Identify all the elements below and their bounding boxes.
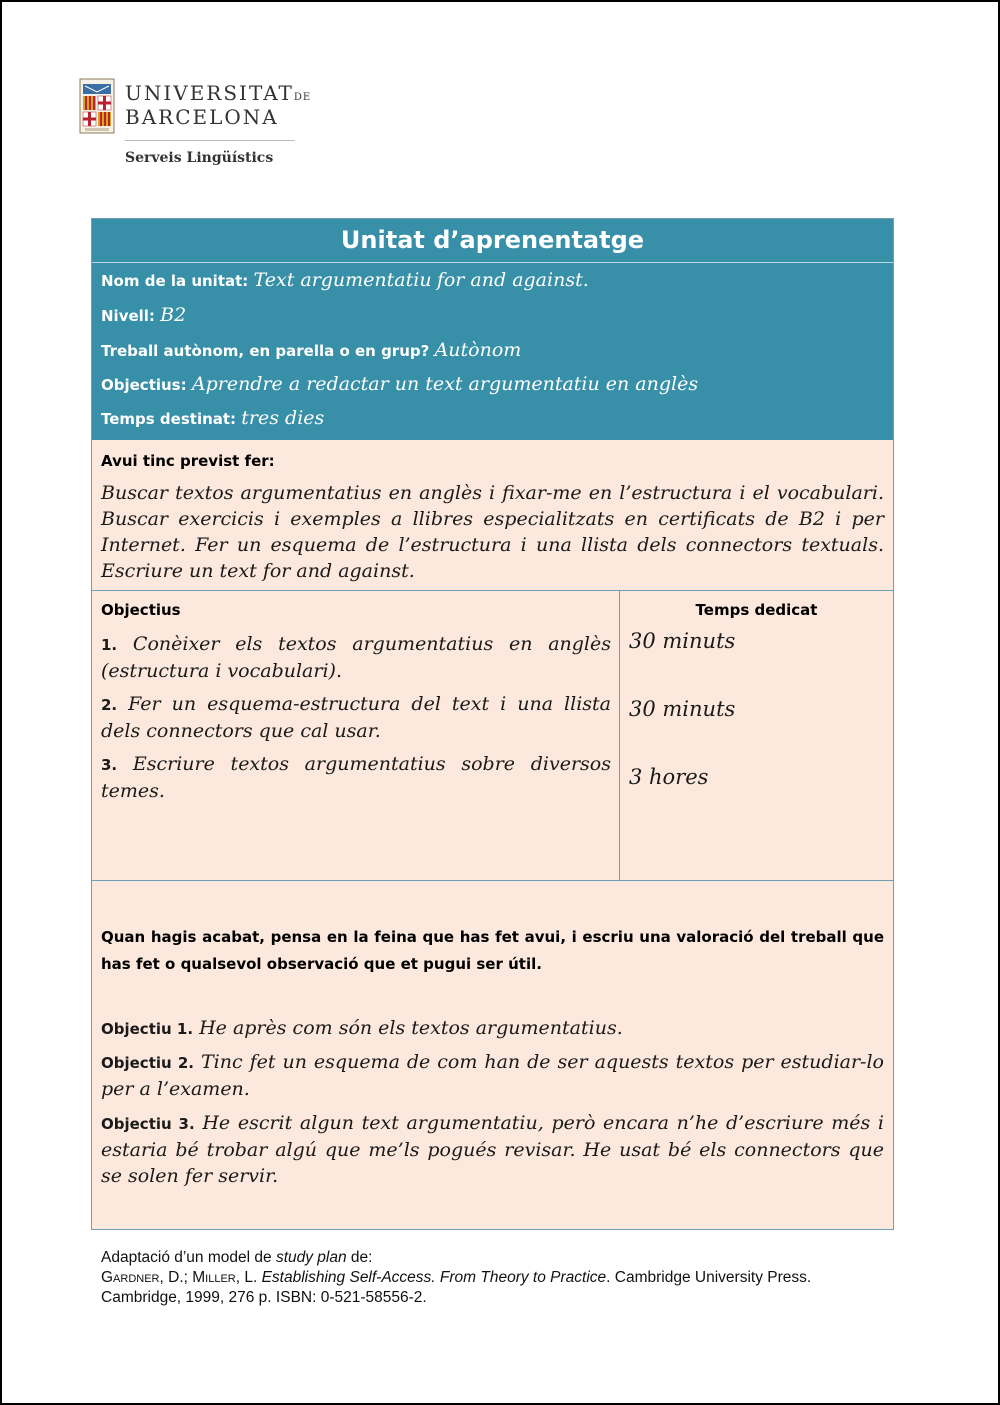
time-value: tres dies [241,407,325,429]
objectives-header: Objectius [101,601,181,619]
objective-item-1: 1. Conèixer els textos argumentatius en anglès (estructura i vocabulari). [101,633,612,682]
unit-name-value-italic: for and against. [436,269,589,291]
citation-line-1: Adaptació d’un model de study plan de: [101,1249,373,1266]
university-name-line2: BARCELONA [125,105,279,129]
level-value: B2 [160,304,187,326]
unit-name-row: Nom de la unitat: Text argumentatiu for and against. [101,269,589,291]
source-citation [101,1248,891,1308]
reflection-item-2: Objectiu 2. Tinc fet un esquema de com han de ser aquests textos per estudiar-lo per a l’examen. [101,1051,884,1100]
work-mode-value: Autònom [434,339,522,361]
study-plan-frame [91,218,894,1230]
service-name: Serveis Lingüístics [125,150,274,166]
logo-divider [125,140,295,141]
objective-row: Objectius: Aprendre a redactar un text argumentatiu en anglès [101,373,699,395]
level-row: Nivell: B2 [101,304,187,326]
column-divider [619,591,620,880]
objective-value: Aprendre a redactar un text argumentatiu en anglès [191,373,699,395]
today-plan-label: Avui tinc previst fer: [101,452,275,470]
university-shield-icon [79,78,115,134]
reflection-item-3: Objectiu 3. He escrit algun text argumentatiu, però encara n’he d’escriure més i estaria bé trobar algú que me’ls pogués revisar. He usat bé els connectors que se solen fer servir. [101,1112,884,1187]
objective-time-2: 30 minuts [629,697,736,721]
objective-time-1: 30 minuts [629,629,736,653]
unit-name-value: Text argumentatiu [253,269,432,291]
reflection-item-1: Objectiu 1. He après com són els textos argumentatius. [101,1017,623,1039]
today-plan-section [92,440,893,591]
unit-header-band [92,219,893,440]
objective-item-2: 2. Fer un esquema-estructura del text i una llista dels connectors que cal usar. [101,693,611,742]
today-plan-text: Buscar textos argumentatius en anglès i fixar-me en l’estructura i el vocabulari. Buscar exercicis i exemples a llibres especialitzats en certificats de B2 i per Internet. Fer un esquema de l’estructura i una llista dels connectors textuals. Escriure un text for and against. [101,482,884,582]
citation-line-2: Gardner, D.; Miller, L. Establishing Self-Access. From Theory to Practice. Cambridge University Press. Cambridge, 1999, 276 p. ISBN: 0-521-58556-2. [101,1269,812,1306]
time-spent-header: Temps dedicat [695,601,818,619]
objective-item-3: 3. Escriure textos argumentatius sobre diversos temes. [101,753,611,802]
work-mode-row: Treball autònom, en parella o en grup? Autònom [101,339,522,361]
time-row: Temps destinat: tres dies [101,407,325,429]
objectives-table [92,591,893,881]
reflection-prompt: Quan hagis acabat, pensa en la feina que has fet avui, i escriu una valoració del treball que has fet o qualsevol observació que et pugui ser útil. [101,928,884,973]
unit-title: Unitat d’aprenentatge [92,219,893,263]
university-name-line1: UNIVERSITATDE [125,81,312,105]
objective-time-3: 3 hores [629,765,709,789]
university-logo [77,76,312,176]
